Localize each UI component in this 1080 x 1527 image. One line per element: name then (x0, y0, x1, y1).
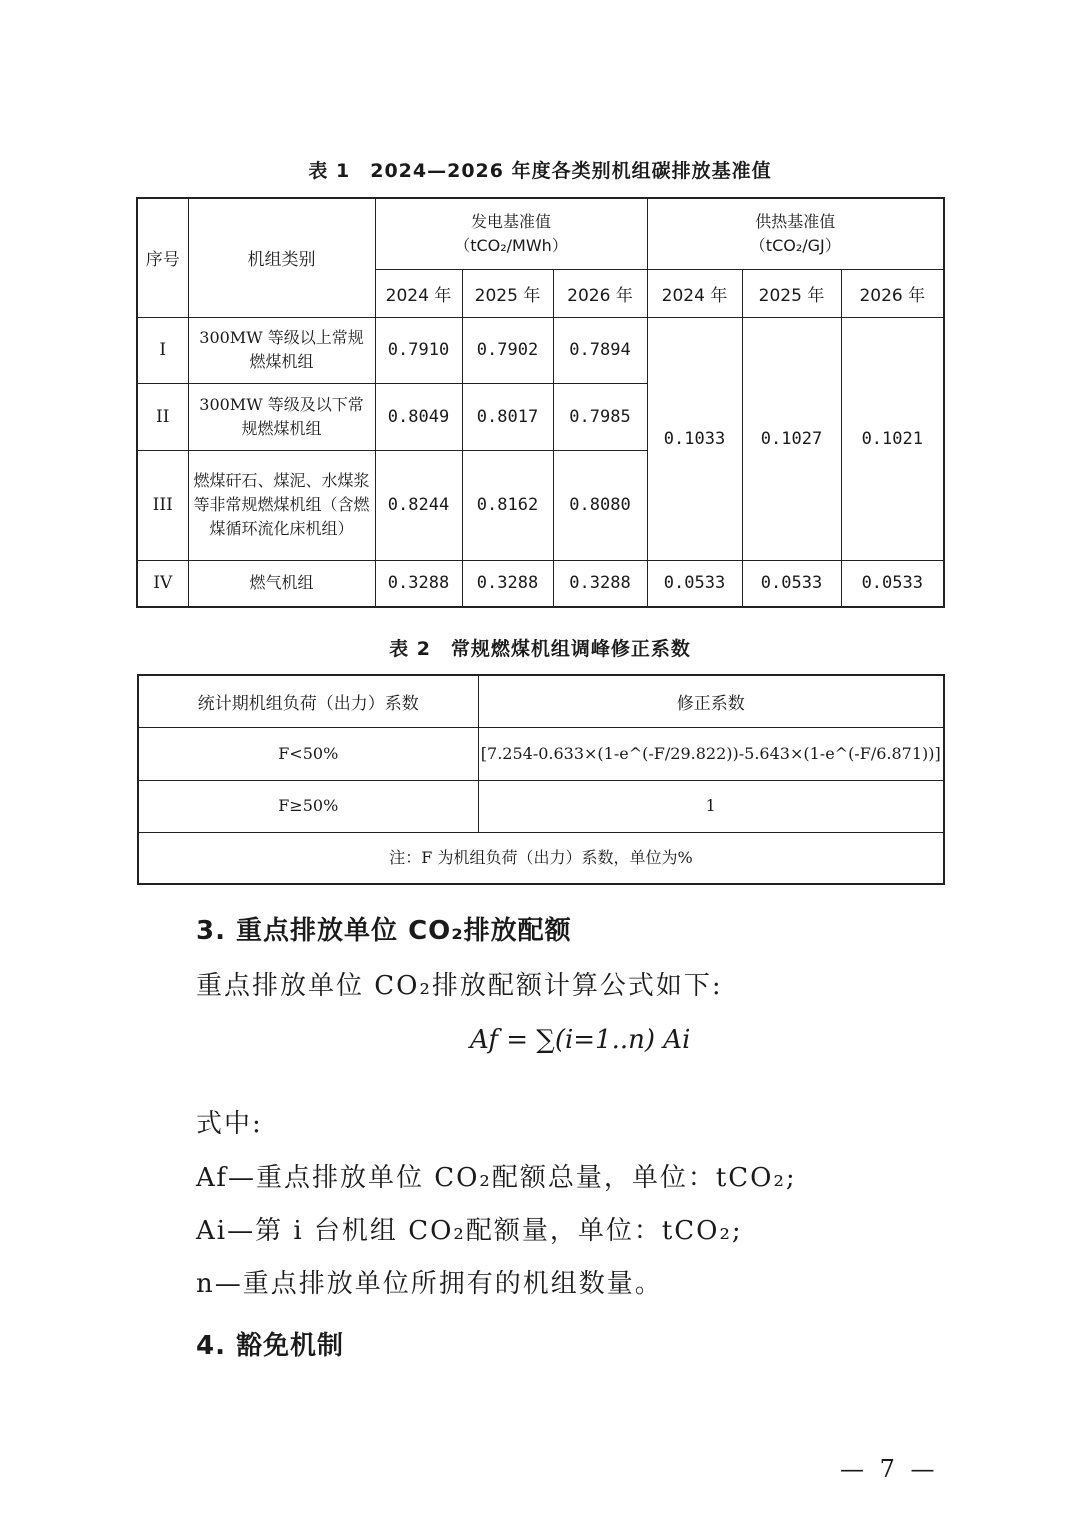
power-value: 0.8162 (462, 450, 553, 560)
header-correction: 修正系数 (478, 675, 944, 727)
header-year: 2025 年 (742, 269, 841, 317)
table-row (137, 317, 944, 383)
where-label: 式中: (196, 1109, 263, 1139)
row-category: 300MW 等级及以下常规燃煤机组 (188, 383, 375, 450)
row-category: 300MW 等级以上常规燃煤机组 (188, 317, 375, 383)
heat-value: 0.0533 (841, 560, 944, 607)
power-value: 0.8049 (375, 383, 462, 450)
power-value: 0.7910 (375, 317, 462, 383)
value-cell: 1 (478, 780, 944, 832)
row-seq: IV (137, 560, 188, 607)
power-value: 0.7902 (462, 317, 553, 383)
heat-value: 0.1027 (742, 317, 841, 560)
heat-value: 0.0533 (742, 560, 841, 607)
table-row (138, 727, 944, 780)
formula-cell: [7.254-0.633×(1-e^(-F/29.822))-5.643×(1-e^(-F/6.871))] (478, 727, 944, 780)
power-value: 0.7985 (553, 383, 647, 450)
row-seq: II (137, 383, 188, 450)
row-seq: I (137, 317, 188, 383)
power-value: 0.3288 (553, 560, 647, 607)
power-value: 0.8080 (553, 450, 647, 560)
header-power-group: 发电基准值 （tCO₂/MWh） (375, 198, 647, 269)
power-value: 0.3288 (462, 560, 553, 607)
condition-cell: F≥50% (138, 780, 478, 832)
header-year: 2026 年 (553, 269, 647, 317)
heat-value: 0.1033 (647, 317, 742, 560)
section3-heading: 3. 重点排放单位 CO₂排放配额 (196, 916, 572, 946)
table-note: 注：F 为机组负荷（出力）系数，单位为% (138, 832, 944, 884)
header-seq: 序号 (137, 198, 188, 317)
row-category: 燃煤矸石、煤泥、水煤浆等非常规燃煤机组（含燃煤循环流化床机组） (188, 450, 375, 560)
page-number: — 7 — (840, 1455, 939, 1483)
header-category: 机组类别 (188, 198, 375, 317)
header-year: 2025 年 (462, 269, 553, 317)
power-value: 0.7894 (553, 317, 647, 383)
table2 (137, 674, 945, 885)
definition-af: Af—重点排放单位 CO₂配额总量，单位：tCO₂; (196, 1163, 797, 1193)
section3-intro: 重点排放单位 CO₂排放配额计算公式如下: (196, 971, 723, 1001)
formula: Af = ∑(i=1..n) Ai (470, 1025, 691, 1055)
row-seq: III (137, 450, 188, 560)
table2-caption: 表 2 常规燃煤机组调峰修正系数 (389, 638, 691, 660)
section4-heading: 4. 豁免机制 (196, 1331, 345, 1361)
header-year: 2024 年 (375, 269, 462, 317)
power-value: 0.3288 (375, 560, 462, 607)
header-year: 2026 年 (841, 269, 944, 317)
condition-cell: F<50% (138, 727, 478, 780)
power-value: 0.8017 (462, 383, 553, 450)
header-heat-group: 供热基准值 （tCO₂/GJ） (647, 198, 944, 269)
table1-caption: 表 1 2024—2026 年度各类别机组碳排放基准值 (308, 160, 772, 182)
power-value: 0.8244 (375, 450, 462, 560)
table-row (137, 560, 944, 607)
header-year: 2024 年 (647, 269, 742, 317)
definition-ai: Ai—第 i 台机组 CO₂配额量，单位：tCO₂; (196, 1216, 743, 1246)
heat-value: 0.1021 (841, 317, 944, 560)
heat-value: 0.0533 (647, 560, 742, 607)
header-load-factor: 统计期机组负荷（出力）系数 (138, 675, 478, 727)
row-category: 燃气机组 (188, 560, 375, 607)
definition-n: n—重点排放单位所拥有的机组数量。 (196, 1269, 663, 1299)
table1 (136, 197, 945, 608)
table-row (138, 780, 944, 832)
